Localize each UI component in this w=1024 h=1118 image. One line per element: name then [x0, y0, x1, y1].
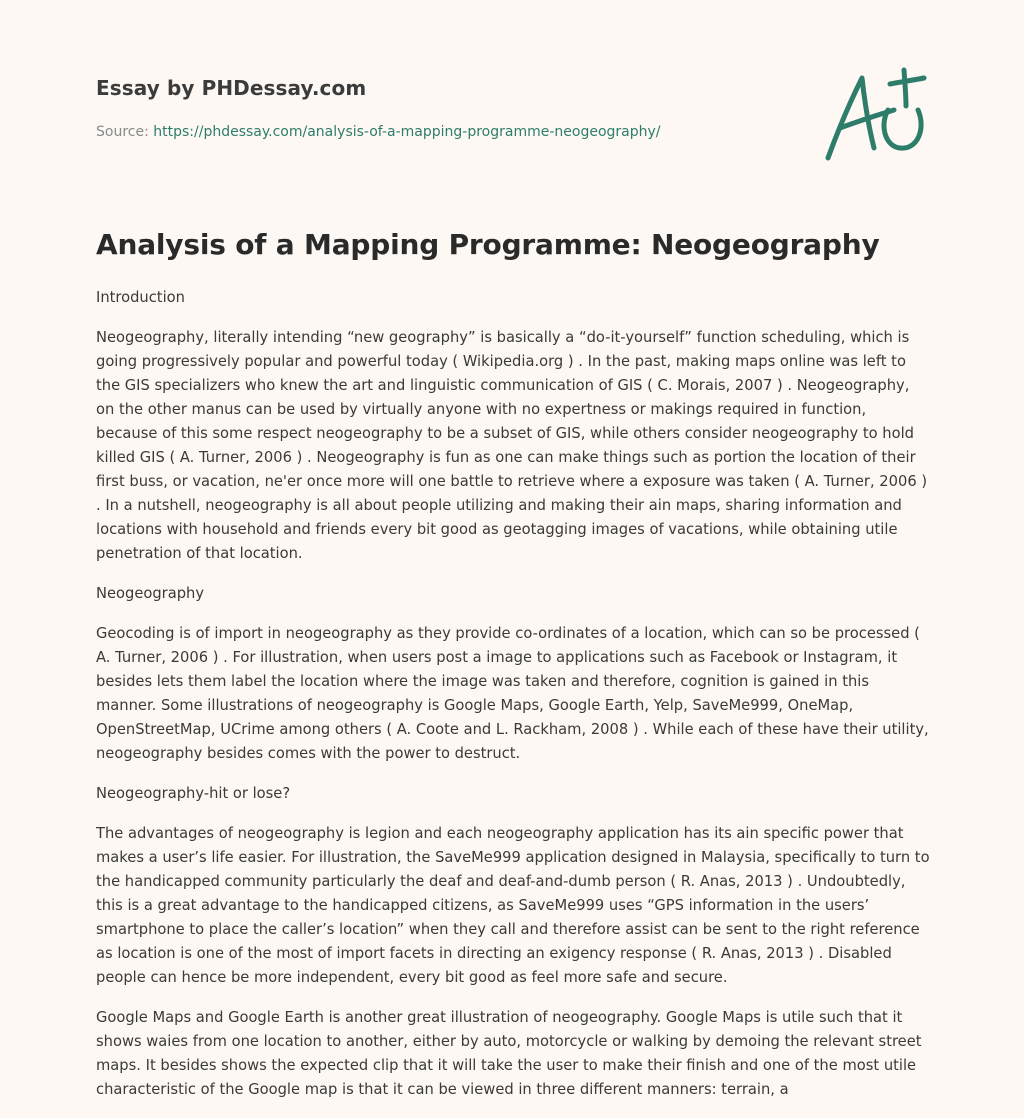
essay-body: [96, 286, 932, 1118]
paragraph-4: Google Maps and Google Earth is another great illustration of neogeography. Google Maps is utile such that it shows waies from one location to another, either by auto, motorcycle or walking by demoing the relevant street maps. It besides shows the expected clip that it will take the user to make their finish and one of the most utile characteristic of the Google map is that it can be viewed in three different manners: terrain, a: [96, 1009, 922, 1098]
paragraph-3: The advantages of neogeography is legion and each neogeography application has its ain specific power that makes a user’s life easier. For illustration, the SaveMe999 application designed in Malaysia, specifically to turn to the handicapped community particularly the deaf and deaf-and-dumb person ( R. Anas, 2013 ) . Undoubtedly, this is a great advantage to the handicapped citizens, as SaveMe999 uses “GPS information in the users’ smartphone to place the caller’s location” when they call and therefore assist can be sent to the right reference as location is one of the most of import facets in directing an exigency response ( R. Anas, 2013 ) . Disabled people can hence be more independent, every bit good as feel more safe and secure.: [96, 825, 930, 986]
section-heading-neogeography: Neogeography: [96, 585, 205, 602]
source-link[interactable]: https://phdessay.com/analysis-of-a-mapping-programme-neogeography/: [153, 124, 661, 140]
paragraph-2: Geocoding is of import in neogeography as they provide co-ordinates of a location, which can so be processed ( A. Turner, 2006 ) . For illustration, when users post a image to applications such as Facebook or Instagram, it besides lets them label the location where the image was taken and therefore, cognition is gained in this manner. Some illustrations of neogeography is Google Maps, Google Earth, Yelp, SaveMe999, OneMap, OpenStreetMap, UCrime among others ( A. Coote and L. Rackham, 2008 ) . While each of these have their utility, neogeography besides comes with the power to destruct.: [96, 625, 929, 762]
section-heading-introduction: Introduction: [96, 289, 185, 306]
section-heading-hit-or-lose: Neogeography-hit or lose?: [96, 785, 291, 802]
site-brand: Essay by PHDessay.com: [96, 76, 367, 100]
essay-title: Analysis of a Mapping Programme: Neogeography: [96, 228, 880, 261]
paragraph-1: Neogeography, literally intending “new geography” is basically a “do-it-yourself” function scheduling, which is going progressively popular and powerful today ( Wikipedia.org ) . In the past, making maps online was left to the GIS specializers who knew the art and linguistic communication of GIS ( C. Morais, 2007 ) . Neogeography, on the other manus can be used by virtually anyone with no expertness or makings required in function, because of this some respect neogeography to be a subset of GIS, while others consider neogeography to hold killed GIS ( A. Turner, 2006 ) . Neogeography is fun as one can make things such as portion the location of their first buss, or vacation, ne'er once more will one battle to retrieve where a exposure was taken ( A. Turner, 2006 ) . In a nutshell, neogeography is all about people utilizing and making their ain maps, sharing information and locations with household and friends every bit good as geotagging images of vacations, while obtaining utile penetration of that location.: [96, 329, 928, 562]
source-line: [96, 124, 661, 140]
a-plus-logo-icon: [818, 66, 930, 168]
source-label: Source:: [96, 124, 154, 140]
